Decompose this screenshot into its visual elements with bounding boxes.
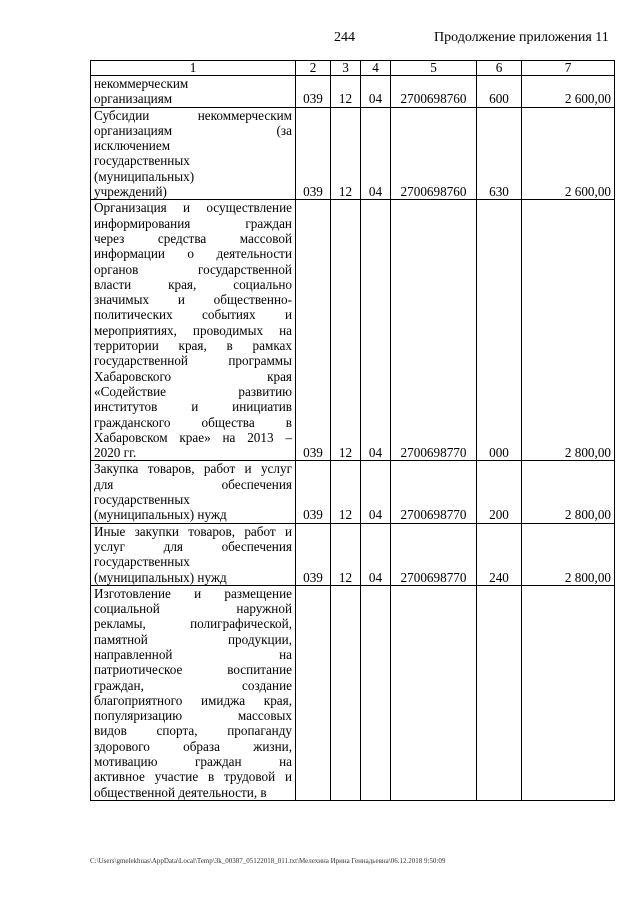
column-header: 5 [391,61,477,76]
subsection-code: 04 [361,107,391,200]
target-article-code: 2700698770 [391,523,477,585]
chapter-code: 039 [296,523,331,585]
amount: 2 600,00 [522,107,615,200]
row-description [91,585,296,800]
description-line: организациям (за [94,122,292,138]
row-description [91,200,296,461]
section-code: 12 [331,76,361,108]
description-line: государственных [94,153,190,169]
description-line: направленной на [94,646,292,662]
running-title: Продолжение приложения 11 [434,30,609,45]
budget-table [90,60,615,801]
description-line: Изготовление и размещение [94,585,292,601]
description-line: памятной продукции, [94,631,292,647]
expense-type-code: 240 [477,523,522,585]
description-line: социальной наружной [94,601,292,617]
description-line: через средства массовой [94,230,292,246]
target-article-code: 2700698770 [391,461,477,523]
description-line: популяризацию массовых [94,708,292,724]
description-line: институтов и инициатив [94,399,292,415]
description-line: (муниципальных) [94,168,195,184]
column-header: 2 [296,61,331,76]
description-line: Иные закупки товаров, работ и [94,523,292,539]
target-article-code: 2700698760 [391,76,477,108]
column-header: 7 [522,61,615,76]
column-header: 3 [331,61,361,76]
amount: 2 800,00 [522,461,615,523]
description-line: некоммерческим [94,76,189,91]
description-line: рекламы, полиграфической, [94,616,292,632]
target-article-code [391,585,477,800]
description-line: (муниципальных) нужд [94,569,227,585]
description-line: государственных [94,554,190,570]
description-line: 2020 гг. [94,445,137,461]
description-line: Хабаровского края [94,368,292,384]
section-code: 12 [331,200,361,461]
expense-type-code: 600 [477,76,522,108]
subsection-code [361,585,391,800]
column-number-row [91,61,615,76]
description-line: информации о деятельности [94,246,292,262]
description-line: граждан, создание [94,677,292,693]
description-line: учреждений) [94,184,167,200]
table-row [91,461,615,523]
chapter-code: 039 [296,107,331,200]
table-row [91,585,615,800]
amount [522,585,615,800]
amount: 2 800,00 [522,523,615,585]
description-line: Организация и осуществление [94,200,292,216]
row-description [91,461,296,523]
description-line: для обеспечения [94,476,292,492]
footer-file-path: C:\Users\gmelekhuas\AppData\Local\Temp\3k_00387_05122018_011.txt\Мелехина Ирина Геннадьевна\06.12.2018 9:50:09 [90,857,446,865]
description-line: (муниципальных) нужд [94,507,227,523]
description-line: мероприятиях, проводимых на [94,322,292,338]
description-line: государственных [94,492,190,508]
amount: 2 600,00 [522,76,615,108]
description-line: здорового образа жизни, [94,738,292,754]
description-line: политических событиях и [94,307,292,323]
row-description [91,107,296,200]
table-row [91,200,615,461]
subsection-code: 04 [361,76,391,108]
description-line: патриотическое воспитание [94,662,292,678]
description-line: государственной программы [94,353,292,369]
description-line: информирования граждан [94,215,292,231]
table-row [91,523,615,585]
description-line: органов государственной [94,261,292,277]
description-line: услуг для обеспечения [94,538,292,554]
description-line: благоприятного имиджа края, [94,692,292,708]
page-number: 244 [334,30,355,45]
description-line: территории края, в рамках [94,338,292,354]
table-row [91,107,615,200]
expense-type-code: 630 [477,107,522,200]
description-line: мотивацию граждан на [94,754,292,770]
subsection-code: 04 [361,200,391,461]
chapter-code: 039 [296,76,331,108]
section-code: 12 [331,461,361,523]
column-header: 1 [91,61,296,76]
row-description [91,523,296,585]
section-code: 12 [331,107,361,200]
description-line: исключением [94,138,171,154]
subsection-code: 04 [361,523,391,585]
amount: 2 800,00 [522,200,615,461]
target-article-code: 2700698760 [391,107,477,200]
description-line: организациям [94,91,173,107]
chapter-code: 039 [296,461,331,523]
description-line: Субсидии некоммерческим [94,107,292,123]
expense-type-code: 000 [477,200,522,461]
chapter-code [296,585,331,800]
section-code: 12 [331,523,361,585]
target-article-code: 2700698770 [391,200,477,461]
expense-type-code: 200 [477,461,522,523]
expense-type-code [477,585,522,800]
column-header: 4 [361,61,391,76]
description-line: Хабаровском крае» на 2013 – [94,429,292,445]
description-line: гражданского общества в [94,414,292,430]
description-line: «Содействие развитию [94,383,292,399]
description-line: общественной деятельности, в [94,784,267,800]
description-line: власти края, социально [94,276,292,292]
row-description [91,76,296,108]
description-line: значимых и общественно- [94,292,292,308]
table-row [91,76,615,108]
description-line: видов спорта, пропаганду [94,723,292,739]
section-code [331,585,361,800]
description-line: Закупка товаров, работ и услуг [94,461,292,477]
column-header: 6 [477,61,522,76]
description-line: активное участие в трудовой и [94,769,292,785]
subsection-code: 04 [361,461,391,523]
chapter-code: 039 [296,200,331,461]
